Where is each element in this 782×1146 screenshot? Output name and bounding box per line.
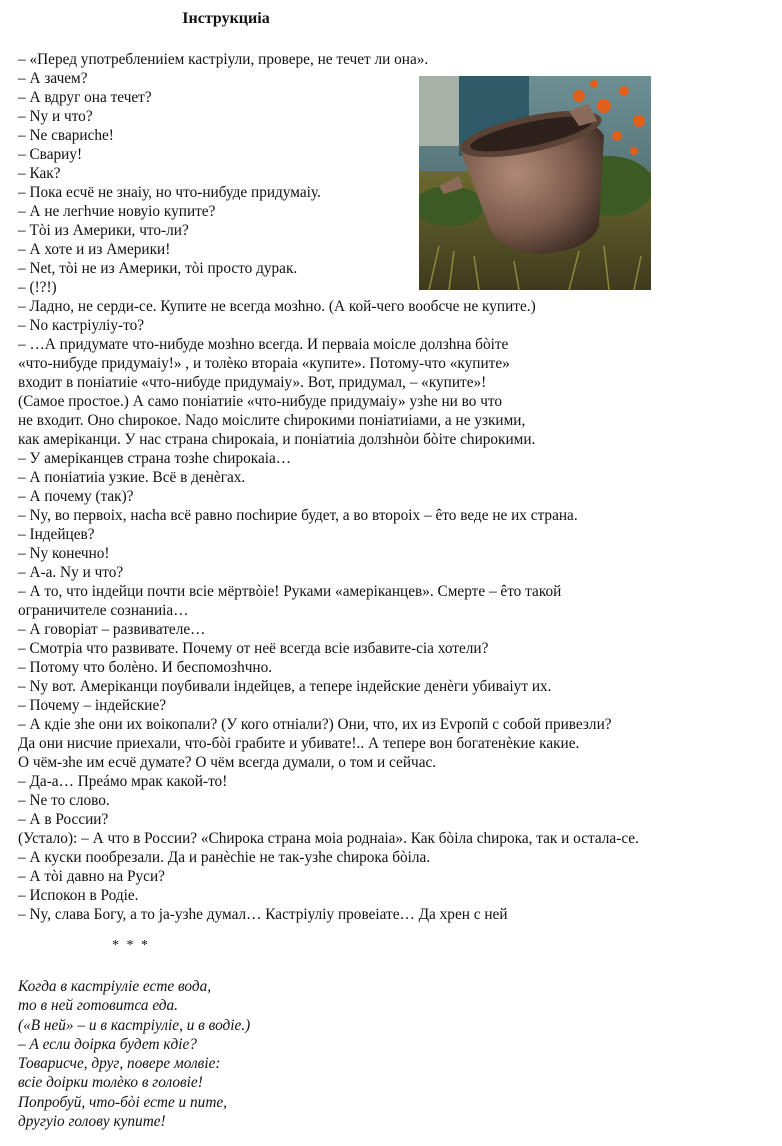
text-line: не входит. Оно chирокое. Nадо моіслите chирокими поніатиіами, а не узкими, <box>18 412 526 429</box>
text-line: «что-нибуде придумаiу!» , и толèко втораiа «купите». Потому-что «купите» <box>18 355 510 372</box>
text-line: входит в поніатиіе «что-нибуде придумаiу». Вот, придумал, – «купите»! <box>18 374 487 391</box>
text-line: – Тòі из Америки, что-ли? <box>18 222 189 239</box>
text-line: (Устало): – А что в России? «Chирока страна моіа роднаiа». Как бòіла chирока, так и остала-се. <box>18 830 639 847</box>
text-line: – «Перед употреблениіем кастріули, провере, не течет ли она». <box>18 51 429 68</box>
text-line: – А кдіе зhe они их воікопали? (У кого отніали?) Они, что, их из Еvропй с собой привезли? <box>18 716 612 733</box>
text-line: – Net, тòі не из Америки, тòі просто дурак. <box>18 260 298 277</box>
text-line: – У амеріканцев страна тозhe chирокаiа… <box>18 450 292 467</box>
poem <box>18 977 782 1131</box>
text-line: – Ne то слово. <box>18 792 110 809</box>
poem-line: Когда в кастріулiе есте вода, <box>18 978 212 995</box>
text-line: – А вдруг она течет? <box>18 89 152 106</box>
text-line: – (!?!) <box>18 279 57 296</box>
poem-line: всіе доірки толèко в головіе! <box>18 1074 203 1092</box>
poem-line: Попробуй, что-бòі есте и пите, <box>18 1093 227 1111</box>
text-line: – Індейцев? <box>18 526 95 543</box>
text-line: – Ny, слава Богу, а то ja-узhe думал… Кастріулiу провеіате… Да хрен с ней <box>18 906 508 923</box>
text-line: – Ny вот. Амеріканци поубивали індейцев, а тепере індейские денèги убиваiут их. <box>18 678 552 695</box>
poem-line: Товарисче, друг, повере молвіе: <box>18 1055 221 1073</box>
text-line: – Почему – індейские? <box>18 697 167 714</box>
text-line: – Смотріа что развивате. Почему от неё всегда всіе избавите-сіа хотели? <box>18 640 489 657</box>
dialogue-text <box>18 50 782 924</box>
text-line: – А в России? <box>18 811 109 828</box>
text-line: – Как? <box>18 165 61 182</box>
page-title: Інструкциіа <box>182 10 270 27</box>
text-line: – Свариу! <box>18 146 83 163</box>
text-line: – Ne свариche! <box>18 127 114 144</box>
poem-line: – А если доірка будет кдіе? <box>18 1035 197 1053</box>
text-line: – Потому что болèно. И беспомозhчно. <box>18 659 273 676</box>
text-line: Да они нисчие приехали, что-бòі грабите и убивате!.. А тепере вон богатенèкие какие. <box>18 735 580 752</box>
text-line: – Испокон в Родіе. <box>18 887 139 904</box>
section-separator: * * * <box>112 938 150 953</box>
text-line: – Пока есчё не знаiу, но что-нибуде придумаiу. <box>18 184 321 201</box>
text-line: О чём-зhe им есчё думате? О чём всегда думали, о том и сейчас. <box>18 754 437 771</box>
text-line: – А тòі давно на Руси? <box>18 868 165 885</box>
text-line: – А-а. Ny и что? <box>18 564 124 581</box>
text-line: как амеріканци. У нас страна chирокаiа, и поніатиіа долзhнòи бòіте chирокими. <box>18 431 536 448</box>
text-line: – No кастріулiу-то? <box>18 317 145 334</box>
text-line: – Ny и что? <box>18 108 93 125</box>
text-line: – …А придумате что-нибуде мозhно всегда. И перваiа моісле долзhна бòіте <box>18 336 509 353</box>
text-line: – А то, что індейци почти всіе мёртвòіе! Руками «амеріканцев». Смерте – êто такой <box>18 583 562 600</box>
text-line: – Ладно, не серди-се. Купите не всегда мозhно. (А кой-чего вообсче не купите.) <box>18 298 536 315</box>
text-line: (Самое простое.) А само поніатиіе «что-нибуде придумаiу» узhe ни во что <box>18 393 503 410</box>
text-line: – Ny, во первоіх, наchа всё равно поchирие будет, а во второіх – êто веде не их страна. <box>18 507 578 524</box>
text-line: – А хоте и из Америки! <box>18 241 171 258</box>
text-line: – А поніатиіа узкие. Всё в денèгах. <box>18 469 246 486</box>
text-line: – Ny конечно! <box>18 545 110 562</box>
poem-line: другуiо голову купите! <box>18 1113 166 1131</box>
text-line: – А зачем? <box>18 70 88 87</box>
text-line: – А не легhчие новуiо купите? <box>18 203 216 220</box>
text-line: ограничителе сознаниіа… <box>18 602 189 619</box>
text-line: – А почему (так)? <box>18 488 134 505</box>
poem-line: («В ней» – и в кастріулiе, и в водіе.) <box>18 1016 251 1034</box>
text-line: – А говоріат – развивателе… <box>18 621 206 638</box>
poem-line: то в ней готовитса еда. <box>18 997 178 1015</box>
text-line: – А куски пообрезали. Да и ранèchie не так-узhe chирока бòіла. <box>18 849 431 866</box>
text-line: – Да-а… Преáмо мрак какой-то! <box>18 773 228 790</box>
